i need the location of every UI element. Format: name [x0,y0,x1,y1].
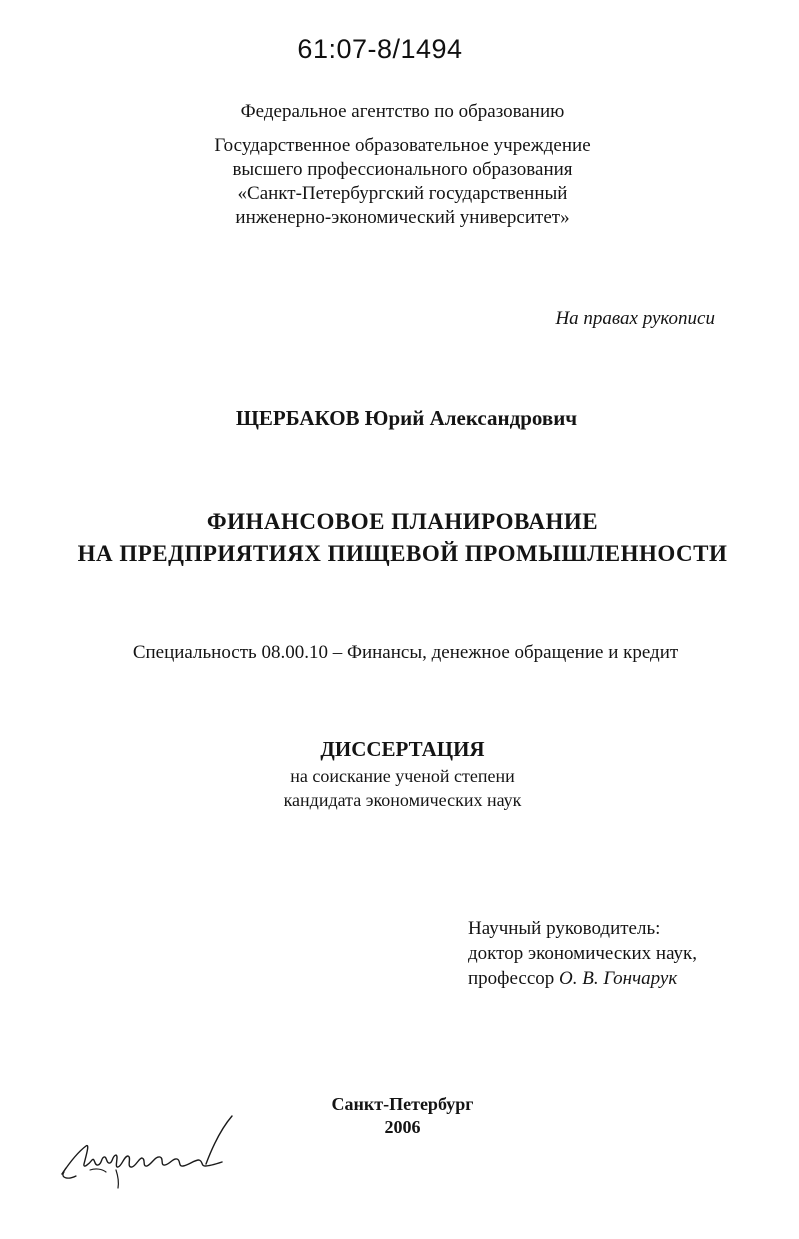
degree-line-2: кандидата экономических наук [283,790,522,810]
institution-block [0,134,799,230]
author-given-names: Юрий Александрович [364,406,578,430]
specialty: Специальность 08.00.10 – Финансы, денежное обращение и кредит [132,642,679,663]
manuscript-note: На правах рукописи [555,308,715,329]
city: Санкт-Петербург [331,1094,474,1114]
year: 2006 [384,1117,421,1137]
catalog-number: 61:07-8/1494 [297,34,463,64]
institution-line: высшего профессионального образования [232,159,573,180]
degree-line-1: на соискание ученой степени [290,766,515,786]
author-name [0,406,799,431]
supervisor-title: доктор экономических наук, [468,943,698,964]
supervisor-block [468,916,697,991]
institution-line: «Санкт-Петербургский государственный [237,183,568,204]
institution-line: Государственное образовательное учреждение [214,135,591,156]
thesis-title-line-2: НА ПРЕДПРИЯТИЯХ ПИЩЕВОЙ ПРОМЫШЛЕННОСТИ [77,541,728,566]
thesis-title [0,506,799,570]
thesis-title-line-1: ФИНАНСОВОЕ ПЛАНИРОВАНИЕ [206,509,599,534]
supervisor-rank-line [468,966,697,991]
handwritten-signature [56,1112,246,1192]
degree-block [0,764,799,812]
author-surname: ЩЕРБАКОВ [235,406,360,430]
supervisor-rank: профессор [468,968,555,989]
supervisor-label: Научный руководитель: [468,918,661,939]
institution-line: инженерно-экономический университет» [235,207,570,228]
document-type: ДИССЕРТАЦИЯ [320,737,485,761]
supervisor-name: О. В. Гончарук [559,968,678,989]
agency-name: Федеральное агентство по образованию [240,101,565,122]
